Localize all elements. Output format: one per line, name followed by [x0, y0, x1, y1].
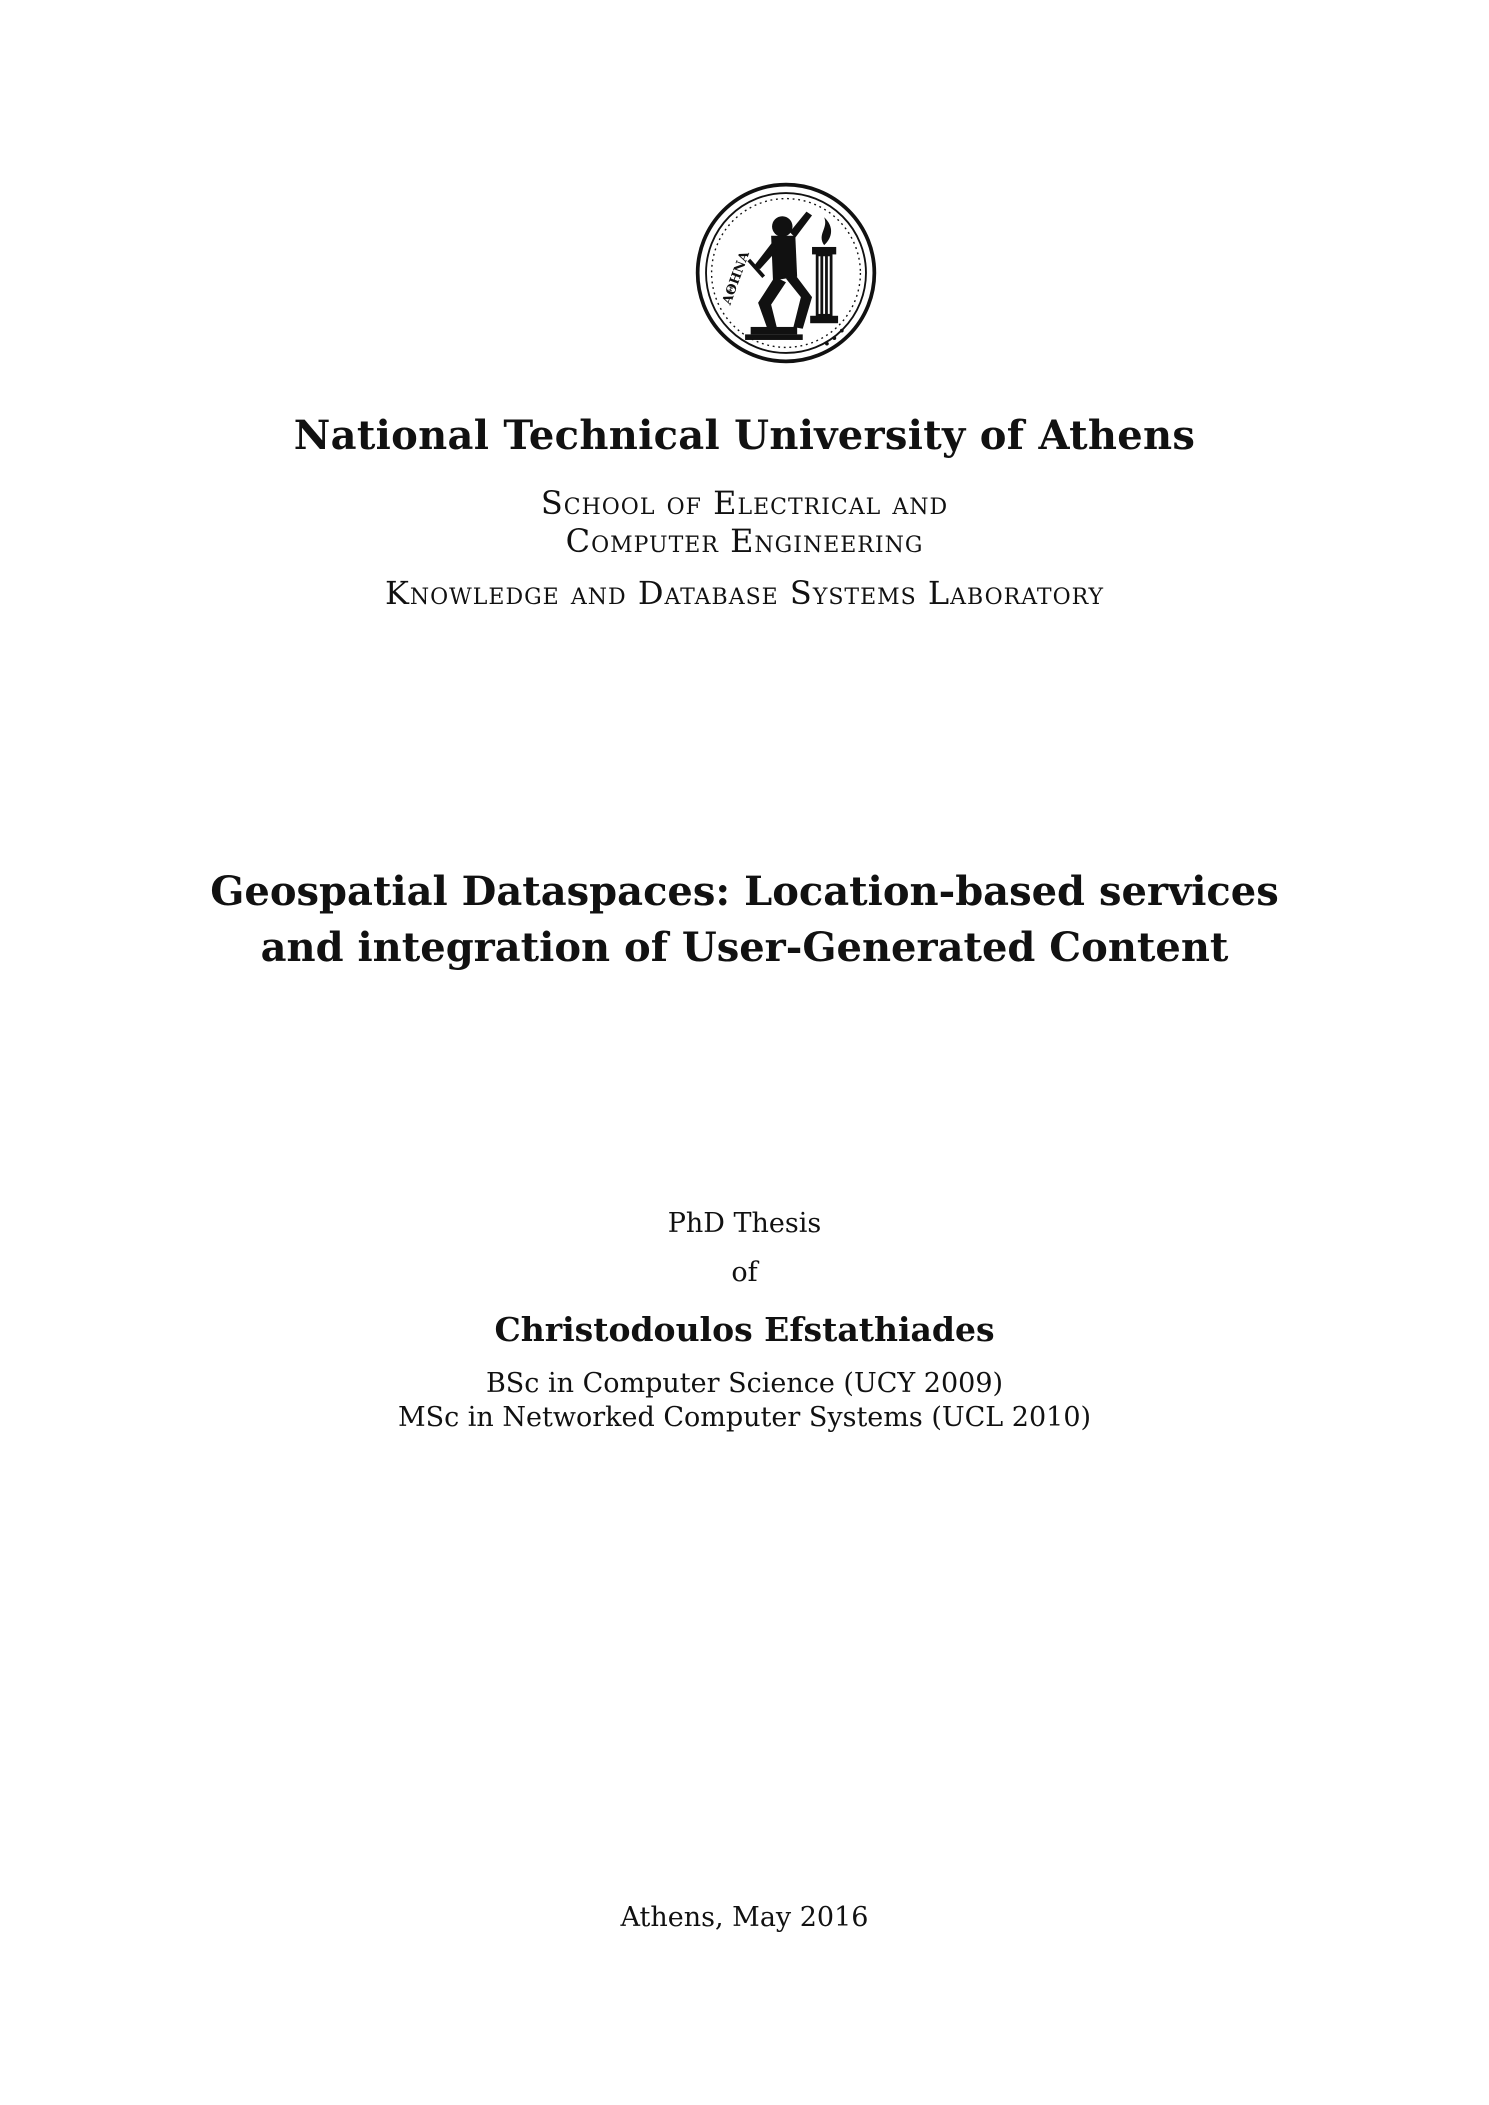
- seal-inscription: ΑΘΗΝΑ: [719, 249, 754, 307]
- school-name: [0, 484, 1489, 560]
- thesis-title-line-1: Geospatial Dataspaces: Location-based services: [210, 868, 1279, 915]
- school-name-line-2: Computer Engineering: [565, 522, 924, 560]
- university-name: National Technical University of Athens: [293, 412, 1196, 459]
- author-name: Christodoulos Efstathiades: [494, 1310, 995, 1349]
- school-name-line-1: School of Electrical and: [540, 484, 949, 522]
- thesis-type: PhD Thesis: [667, 1208, 822, 1239]
- author-degrees: [0, 1367, 1489, 1435]
- thesis-title: [0, 864, 1489, 976]
- degree-bsc: BSc in Computer Science (UCY 2009): [485, 1368, 1004, 1399]
- laboratory-name: Knowledge and Database Systems Laboratory: [384, 574, 1105, 612]
- of-label: of: [731, 1257, 758, 1288]
- degree-msc: MSc in Networked Computer Systems (UCL 2010): [397, 1402, 1092, 1433]
- university-seal-icon: [693, 180, 879, 366]
- place-and-date: Athens, May 2016: [620, 1902, 869, 1933]
- thesis-title-line-2: and integration of User-Generated Content: [260, 924, 1229, 971]
